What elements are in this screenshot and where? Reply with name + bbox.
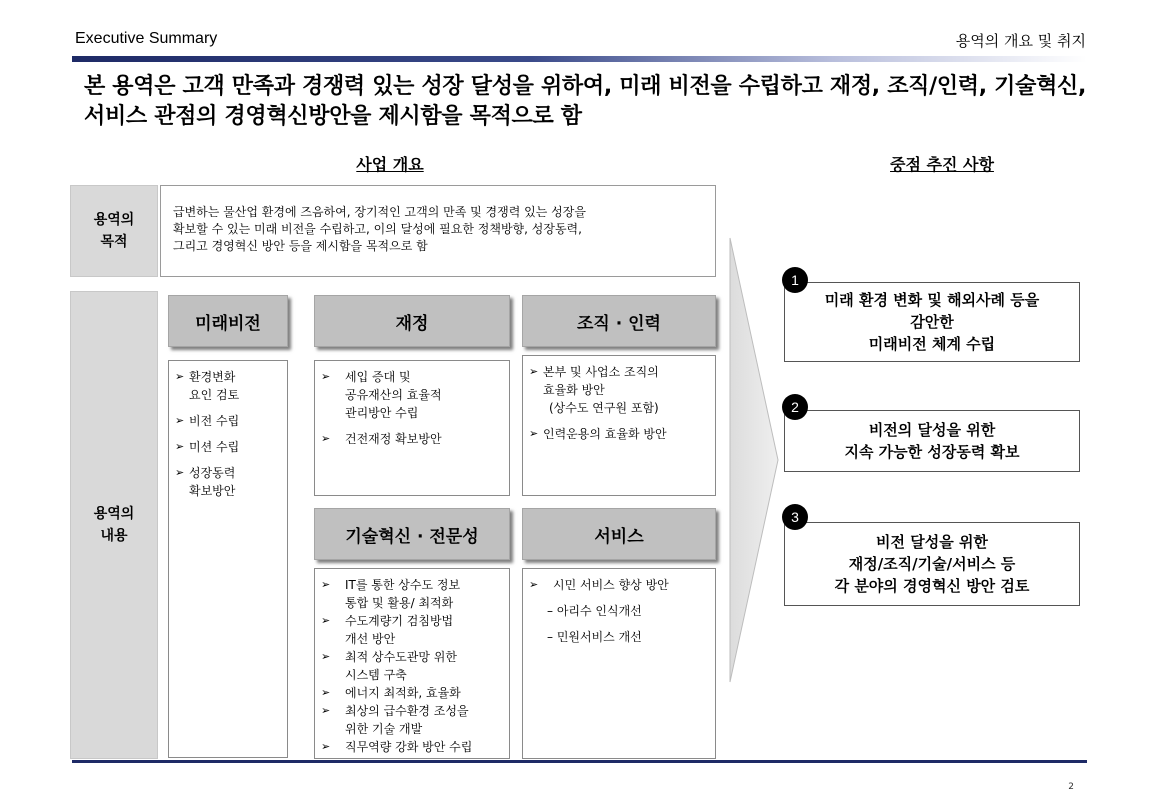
list-item: ➢ IT를 통한 상수도 정보 — [321, 578, 461, 592]
list-item-cont: (상수도 연구원 포함) — [549, 401, 659, 415]
service-header: 서비스 — [522, 508, 716, 560]
list-item-cont: 공유재산의 효율적 — [345, 388, 442, 402]
list-item: ➢ 최적 상수도관망 위한 — [321, 650, 457, 664]
list-item: ➢ 직무역량 강화 방안 수립 — [321, 740, 473, 754]
list-item: ➢ 에너지 최적화, 효율화 — [321, 686, 461, 700]
list-item: ➢ 인력운용의 효율화 방안 — [529, 427, 667, 441]
list-item: ➢ 미션 수립 — [175, 440, 240, 454]
arrow-bullet-icon: ➢ — [529, 427, 539, 440]
tech-header: 기술혁신 · 전문성 — [314, 508, 510, 560]
purpose-line: 급변하는 물산업 환경에 즈음하여, 장기적인 고객의 만족 및 경쟁력 있는 성장을 — [173, 205, 586, 219]
priority-box-1: 미래 환경 변화 및 해외사례 등을 감안한 미래비전 체계 수립 — [784, 282, 1080, 362]
list-item: ➢ 세입 증대 및 — [321, 370, 411, 384]
arrow-bullet-icon: ➢ — [321, 704, 331, 717]
arrow-bullet-icon: ➢ — [175, 370, 185, 383]
priority-box-3: 비전 달성을 위한 재정/조직/기술/서비스 등 각 분야의 경영혁신 방안 검토 — [784, 522, 1080, 606]
arrow-bullet-icon: ➢ — [321, 578, 331, 591]
arrow-bullet-icon: ➢ — [321, 740, 331, 753]
org-box — [522, 355, 716, 496]
priority-box-2: 비전의 달성을 위한 지속 가능한 성장동력 확보 — [784, 410, 1080, 472]
header-title: Executive Summary — [75, 30, 218, 47]
purpose-line: 그리고 경영혁신 방안 등을 제시함을 목적으로 함 — [173, 239, 428, 253]
priority-number-badge: 3 — [782, 504, 808, 530]
arrow-bullet-icon: ➢ — [321, 686, 331, 699]
list-item-cont: 통합 및 활용/ 최적화 — [345, 596, 454, 610]
org-header: 조직 · 인력 — [522, 295, 716, 347]
arrow-bullet-icon: ➢ — [175, 440, 185, 453]
arrow-bullet-icon: ➢ — [321, 650, 331, 663]
finance-header: 재정 — [314, 295, 510, 347]
list-item-sub: – 민원서비스 개선 — [547, 630, 642, 644]
list-item: ➢ 환경변화 — [175, 370, 236, 384]
purpose-label: 용역의 목적 — [70, 185, 158, 277]
list-item-cont: 관리방안 수립 — [345, 406, 419, 420]
list-item: ➢ 최상의 급수환경 조성을 — [321, 704, 469, 718]
content-label: 용역의 내용 — [70, 291, 158, 759]
list-item-cont: 위한 기술 개발 — [345, 722, 423, 736]
list-item: ➢ 성장동력 — [175, 466, 236, 480]
purpose-box — [160, 185, 716, 277]
priority-number-badge: 2 — [782, 394, 808, 420]
list-item-cont: 개선 방안 — [345, 632, 396, 646]
list-item: ➢ 건전재정 확보방안 — [321, 432, 442, 446]
header-divider — [72, 56, 1087, 62]
tech-box — [314, 568, 510, 759]
list-item-cont: 시스템 구축 — [345, 668, 407, 682]
list-item-cont: 효율화 방안 — [543, 383, 605, 397]
business-overview-title: 사업 개요 — [356, 155, 424, 174]
arrow-bullet-icon: ➢ — [175, 414, 185, 427]
arrow-bullet-icon: ➢ — [321, 370, 331, 383]
purpose-line: 확보할 수 있는 미래 비전을 수립하고, 이의 달성에 필요한 정책방향, 성장동력, — [173, 222, 582, 236]
arrow-bullet-icon: ➢ — [321, 432, 331, 445]
list-item: ➢ 시민 서비스 향상 방안 — [529, 578, 669, 592]
list-item-cont: 확보방안 — [189, 484, 236, 498]
header-section-title: 용역의 개요 및 취지 — [955, 32, 1086, 50]
priority-number-badge: 1 — [782, 267, 808, 293]
list-item: ➢ 비전 수립 — [175, 414, 240, 428]
key-priorities-title: 중점 추진 사항 — [890, 155, 994, 174]
page-headline: 본 용역은 고객 만족과 경쟁력 있는 성장 달성을 위하여, 미래 비전을 수립하고 재정, 조직/인력, 기술혁신, 서비스 관점의 경영혁신방안을 제시함을 목적으로 함 — [84, 74, 1087, 129]
list-item: ➢ 수도계량기 검침방법 — [321, 614, 454, 628]
arrow-bullet-icon: ➢ — [321, 614, 331, 627]
vision-header: 미래비전 — [168, 295, 288, 347]
list-item-cont: 요인 검토 — [189, 388, 240, 402]
service-box — [522, 568, 716, 759]
list-item: ➢ 본부 및 사업소 조직의 — [529, 365, 659, 379]
list-item-sub: – 아리수 인식개선 — [547, 604, 642, 618]
arrow-bullet-icon: ➢ — [529, 578, 539, 591]
page-number: 2 — [1068, 782, 1074, 792]
arrow-bullet-icon: ➢ — [175, 466, 185, 479]
arrow-bullet-icon: ➢ — [529, 365, 539, 378]
vision-box — [168, 360, 288, 758]
chevron-right-icon — [728, 236, 780, 684]
footer-divider — [72, 760, 1087, 763]
finance-box — [314, 360, 510, 496]
